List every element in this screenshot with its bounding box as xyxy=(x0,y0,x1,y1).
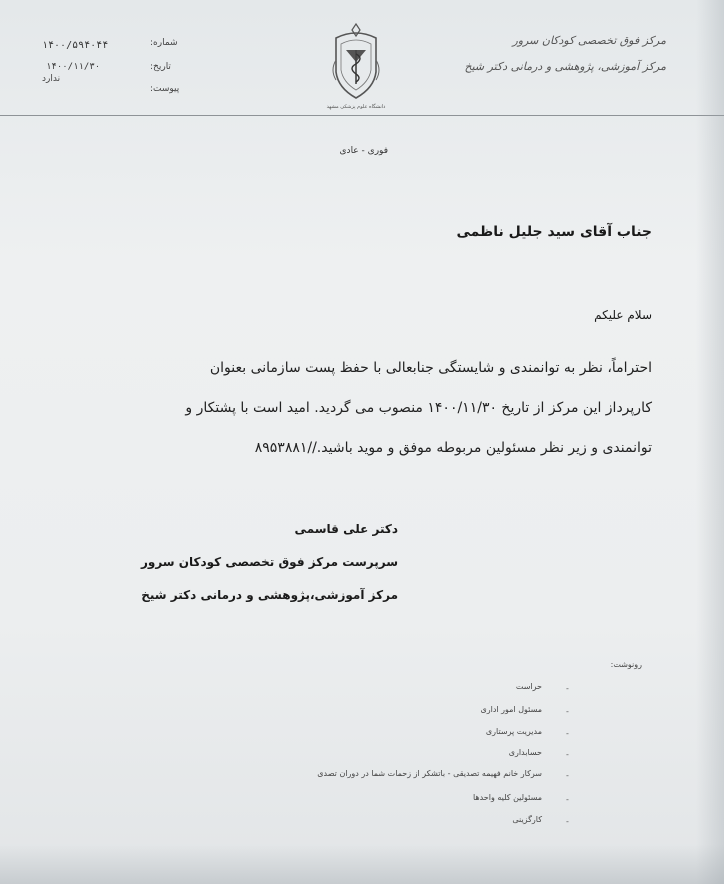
copy-bullet: - xyxy=(566,729,569,738)
greeting: سلام علیکم xyxy=(594,308,652,322)
body-line-1: احتراماً، نظر به توانمندی و شایستگی جنابعالی با حفظ پست سازمانی بعنوان xyxy=(209,360,652,376)
recipient: جناب آقای سید جلیل ناظمی xyxy=(456,224,652,240)
body-line-3: توانمندی و زیر نظر مسئولین مربوطه موفق و موید باشید.//۸۹۵۳۸۸۱ xyxy=(254,440,652,456)
signatory-name: دکتر علی قاسمی xyxy=(294,522,398,536)
copy-item: حسابداری xyxy=(508,748,542,757)
date-label: تاریخ: xyxy=(150,62,171,72)
copy-item: کارگزینی xyxy=(512,815,542,824)
org-name-line-1: مرکز فوق تخصصی کودکان سرور xyxy=(512,34,666,47)
attachment-label: پیوست: xyxy=(150,84,180,94)
letter-date: ۱۴۰۰/۱۱/۳۰ xyxy=(46,62,101,72)
copy-item: مدیریت پرستاری xyxy=(485,727,542,736)
logo-caption: دانشگاه علوم پزشکی مشهد xyxy=(326,104,386,110)
org-name-line-2: مرکز آموزشی، پژوهشی و درمانی دکتر شیخ xyxy=(464,60,666,73)
body-line-2: کارپرداز این مرکز از تاریخ ۱۴۰۰/۱۱/۳۰ منصوب می گردید. امید است با پشتکار و xyxy=(185,400,652,416)
classification-label: فوری - عادی xyxy=(339,146,388,156)
copy-bullet: - xyxy=(566,795,569,804)
header-divider xyxy=(0,115,724,116)
photo-shadow-bottom xyxy=(0,844,724,884)
signatory-title-2: مرکز آموزشی،پژوهشی و درمانی دکتر شیخ xyxy=(141,588,398,602)
number-label: شماره: xyxy=(150,38,178,48)
copy-bullet: - xyxy=(566,750,569,759)
copies-title: رونوشت: xyxy=(610,660,642,669)
copy-item: مسئولین کلیه واحدها xyxy=(472,793,542,802)
attachment-value: ندارد xyxy=(42,74,61,84)
copy-bullet: - xyxy=(566,707,569,716)
letter-number: ۱۴۰۰/۵۹۴۰۴۴ xyxy=(42,40,109,51)
copy-item: سرکار خانم فهیمه تصدیقی - باتشکر از زحمات شما در دوران تصدی xyxy=(317,769,542,778)
signatory-title-1: سرپرست مرکز فوق تخصصی کودکان سرور xyxy=(140,555,398,569)
copy-item: حراست xyxy=(515,682,542,691)
copy-bullet: - xyxy=(566,771,569,780)
copy-bullet: - xyxy=(566,684,569,693)
copy-item: مسئول امور اداری xyxy=(480,705,542,714)
copy-bullet: - xyxy=(566,817,569,826)
university-logo xyxy=(326,20,386,112)
photo-shadow-right xyxy=(696,0,724,884)
